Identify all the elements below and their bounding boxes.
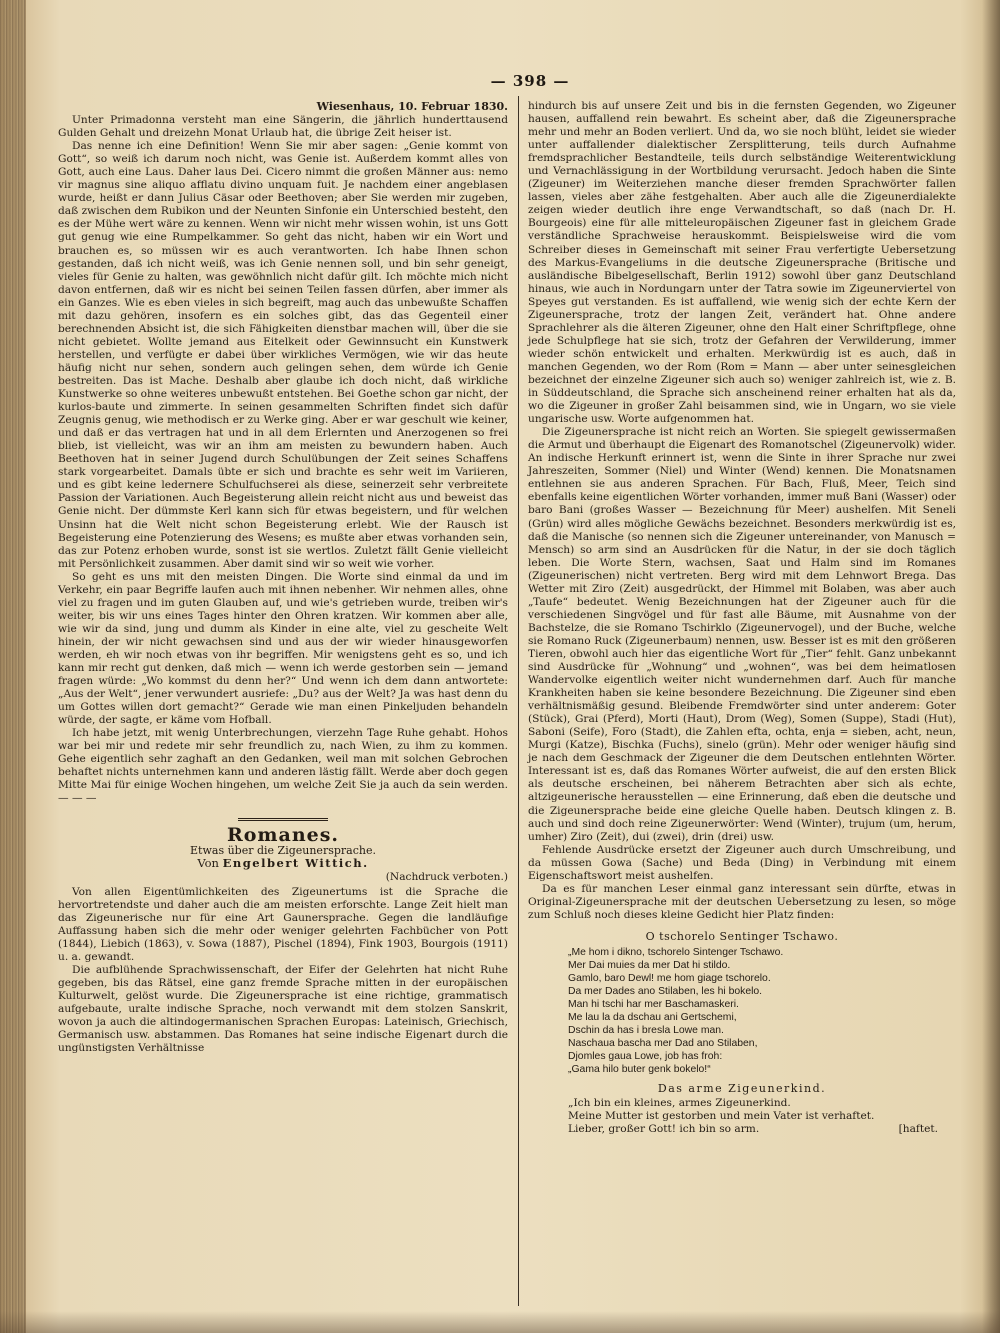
translation-line-text: Lieber, großer Gott! ich bin so arm. [568,1123,760,1136]
translation-line-carry: [haftet. [898,1123,938,1136]
translation-line: „Ich bin ein kleines, armes Zigeunerkind. [568,1097,791,1110]
article-paragraph: Fehlende Ausdrücke ersetzt der Zigeuner auch durch Umschreibung, und da müssen Gowa (Sache) und Beda (Ding) in Verbindung mit einem Eigenschaftswort meist aushelfen. [528,843,956,882]
page-bottom-shadow [0,1311,1000,1333]
poem-line: Gamlo, baro Dewl! me hom giage tschorelo. [568,973,771,984]
page-edge-shadow [982,0,1000,1333]
letter-paragraph: Das nenne ich eine Definition! Wenn Sie mir aber sagen: „Genie kommt von Gott“, so weiß ich darum noch nicht, was Genie ist. Außerdem kommt alles von Gott, auch eine Laus. Daher laus Dei. Cicero nimmt die großen Männer aus: nemo vir magnus sine aliquo afflatu divino unquam fuit. Je nachdem einer angeblasen wurde, heißt er dann Julius Cäsar oder Beethoven; aber Sie werden mir zugeben, daß zwischen dem Rubikon und der Neunten Sinfonie ein Unterschied besteht, den es der Mühe wert wäre zu kennen. Wenn wir nicht mehr wissen wohin, ist uns Gott gut genug wie eine Rumpelkammer. So geht das nicht, haben wir ein Wort und brauchen es, so müssen wir es auch verantworten. Ich habe Ihnen schon gestanden, daß ich nicht weiß, was ich Genie nennen soll, und bin sehr geneigt, vieles für Genie zu halten, was gewöhnlich nicht dafür gilt. Ich möchte mich nicht davon entfernen, daß wir es nicht bei seinen Teilen fassen dürfen, aber immer als ein Ganzes. Wie es eben vieles in sich begreift, mag auch das unbewußte Schaffen mit dazu gehören, insofern es ein solches gibt, das das Gegenteil einer berechnenden Absicht ist, die sich Fähigkeiten dienstbar machen will, über die sie nicht gebietet. Wollte jemand aus Eitelkeit oder Gewinnsucht ein Kunstwerk herstellen, und verfügte er dabei über wirkliches Vermögen, wie wir das heute häufig nicht nur sehen, sondern auch gelingen sehen, dem würde ich Genie bestreiten. Das ist Mache. Deshalb aber glaube ich doch nicht, daß wirkliche Kunstwerke so ohne weiteres unbewußt entstehen. Bei Goethe schon gar nicht, der kurlos-baute und zimmerte. In seinen gesammelten Schriften findet sich dafür Zeugnis genug, wie methodisch er zu Werke ging. Aber er war geschult wie keiner, und daß er das vertragen hat und in all dem Erlernten und Anerzogenen so frei blieb, ist vielleicht, was wir an ihm am meisten zu bewundern haben. Auch Beethoven hat in seiner Jugend durch Schulübungen der Zeit seines Schaffens stark vorgearbeitet. Damals übte er sich und brachte es sehr weit im Variieren, und es gibt keine ledernere Schulfuchserei als diese, seinerzeit sehr verbreitete Passion der Variationen. Auch Begeisterung allein reicht nicht aus und beweist das Genie nicht. Der dümmste Kerl kann sich für etwas begeistern, und für welchen Unsinn hat die Welt nicht schon Begeisterung erlebt. Wie der Rausch ist Begeisterung eine Potenzierung des Wesens; es mußte aber etwas vorhanden sein, das zur Potenz erhoben wurde, sonst ist sie wertlos. Zuletzt fällt Genie vielleicht mit Persönlichkeit zusammen. Aber damit sind wir so weit wie vorher. [58,140,508,570]
page-number: — 398 — [490,72,570,90]
poem-line: Djomles gaua Lowe, job has froh: [568,1051,723,1062]
book-binding [0,0,26,1333]
article-title: Romanes. [226,823,340,846]
poem-line: Da mer Dades ano Stilaben, les hi bokelo. [568,986,763,997]
section-divider [238,818,328,821]
poem-line: Man hi tschi har mer Baschamaskeri. [568,999,739,1010]
poem-line: „Me hom i dikno, tschorelo Sintenger Tschawo. [568,947,784,958]
translation-title: Das arme Zigeunerkind. [657,1082,827,1095]
letter-dateline: Wiesenhaus, 10. Februar 1830. [316,100,508,113]
poem-line: „Gama hilo buter genk bokelo!“ [568,1064,711,1075]
author-name: Engelbert Wittich. [222,855,369,870]
article-byline [58,857,508,870]
right-column [528,100,956,1136]
article-paragraph: Da es für manchen Leser einmal ganz interessant sein dürfte, etwas in Original-Zigeunersprache mit der deutschen Uebersetzung zu lesen, so möge zum Schluß noch dieses kleine Gedicht hier Platz finden: [528,882,956,921]
article-paragraph: Von allen Eigentümlichkeiten des Zigeunertums ist die Sprache die hervortretendste und daher auch die am meisten erforschte. Lange Zeit hielt man das Zigeunerische nur für eine Art Gaunersprache. Gegen die landläufige Auffassung haben sich die mehr oder weniger gelehrten Fachbücher von Pott (1844), Liebich (1863), v. Sowa (1887), Pischel (1894), Fink 1903, Bourgois (1911) u. a. gewandt. [58,885,508,963]
byline-prefix: Von [197,855,219,870]
letter-paragraph: Unter Primadonna versteht man eine Sängerin, die jährlich hunderttausend Gulden Gehalt und dreizehn Monat Urlaub hat, die übrige Zeit heiser ist. [58,114,508,140]
article-paragraph: hindurch bis auf unsere Zeit und bis in die fernsten Gegenden, wo Zigeuner hausen, auffallend rein bewahrt. Es scheint aber, daß die Zigeunersprache mehr und mehr an Boden verliert. Und da, wo sie noch blüht, leidet sie wieder unter auffallender dialektischer Zersplitterung, teils durch Aufnahme fremdsprachlicher Bestandteile, teils durch selbständige Weiterentwicklung und Vernachlässigung in der Wortbildung verursacht. Jedoch haben die Sinte (Zigeuner) im Weiterziehen manche dieser fremden Sprachwörter fallen lassen, vieles aber zähe festgehalten. Aber auch alle die Zigeunerdialekte zeigen wieder deutlich ihre enge Verwandtschaft, so daß (nach Dr. H. Bourgeois) eine für alle mitteleuropäischen Zigeuner fast in gleichem Grade verständliche Sprachweise herauskommt. Beispielsweise wird die vom Schreiber dieses in Gemeinschaft mit seiner Frau verfertigte Uebersetzung des Markus-Evangeliums in die deutsche Zigeunersprache (Britische und ausländische Bibelgesellschaft, Berlin 1912) sowohl über ganz Deutschland hinaus, wie auch in Nordungarn unter der Tatra sowie im Zigeunerviertel von Speyes gut verstanden. Es ist auffallend, wie wenig sich der echte Kern der Zigeunersprache, trotz der langen Zeit, verändert hat. Ohne andere Sprachlehrer als die älteren Zigeuner, ohne den Halt einer Schriftpflege, ohne jede Schulpflege hat sie sich, trotz der Gefahren der Verwilderung, immer wieder schön entwickelt und erhalten. Merkwürdig ist es auch, daß in manchen Gegenden, wo der Rom (Rom = Mann — aber unter seinesgleichen bezeichnet der einzelne Zigeuner sich auch so) weniger zahlreich ist, wie z. B. in Süddeutschland, die Sprache sich anscheinend reiner erhalten hat als da, wo die Zigeuner in großer Zahl beisammen sind, wie in Ungarn, wo sie viele ungarische usw. Worte aufgenommen hat. [528,100,956,426]
article-subtitle: Etwas über die Zigeunersprache. [190,843,376,857]
article-paragraph: Die Zigeunersprache ist nicht reich an Worten. Sie spiegelt gewissermaßen die Armut und überhaupt die Eigenart des Romanotschel (Zigeunervolk) wider. An indische Herkunft erinnert ist, wenn die Sinte in ihrer Sprache nur zwei Jahreszeiten, Sommer (Niel) und Winter (Wend) kennen. Die Monatsnamen entlehnen sie aus anderen Sprachen. Für Bach, Fluß, Meer, Teich sind ebenfalls keine eigentlichen Wörter vorhanden, immer muß Bani (Wasser) oder baro Bani (großes Wasser — Bezeichnung für Meer) aushelfen. Mit Seneli (Grün) wird alles mögliche Gewächs bezeichnet. Besonders merkwürdig ist es, daß die Manische (so nennen sich die Zigeuner untereinander, von Manusch = Mensch) so arm sind an Ausdrücken für die Natur, in der sie doch täglich leben. Die Worte Stern, wachsen, Saat und Halm sind im Romanes (Zigeunerischen) nicht vertreten. Berg wird mit dem Lehnwort Brega. Das Wetter mit Ziro (Zeit) ausgedrückt, der Himmel mit Bolaben, was aber auch „Taufe“ bedeutet. Wenig Bezeichnungen hat der Zigeuner auch für die verschiedenen Singvögel und für fast alle Bäume, mit Ausnahme von der Bachstelze, die sie Romano Tschirklo (Zigeunervogel), und der Buche, welche sie Romano Ruck (Zigeunerbaum) nennen, usw. Besser ist es mit den größeren Tieren, obwohl auch hier das eigentliche Wort für „Tier“ fehlt. Ganz unbekannt sind Ausdrücke für „Wohnung“ und „wohnen“, was bei dem heimatlosen Wandervolke eigentlich weiter nicht wundernehmen darf. Auch für manche Krankheiten haben sie keine besondere Bezeichnung. Die Zigeuner sind eben verhältnismäßig gesund. Bleibende Fremdwörter sind unter anderem: Goter (Stück), Grai (Pferd), Morti (Haut), Drom (Weg), Somen (Suppe), Stadi (Hut), Saboni (Seife), Foro (Stadt), die Zahlen efta, ochta, enja = sieben, acht, neun, Murgi (Katze), Bischka (Fuchs), sinelo (grün). Mehr oder weniger häufig sind je nach dem Geschmack der Zigeuner die dem Deutschen entlehnten Wörter. Interessant ist es, daß das Romanes Wörter aufweist, die auf den ersten Blick als deutsche erscheinen, bei näherem Betrachten aber sich als echte, altzigeunerische herausstellen — eine Erinnerung, daß eben die deutsche und die Zigeunersprache beide eine gleiche Quelle haben. Deutsch klingen z. B. auch und sind doch reine Zigeunerwörter: Wend (Winter), trujum (um, herum, umher) Ziro (Zeit), dui (zwei), drin (drei) usw. [528,426,956,843]
reprint-notice: (Nachdruck verboten.) [385,870,508,883]
article-paragraph: Die aufblühende Sprachwissenschaft, der Eifer der Gelehrten hat nicht Ruhe gegeben, bis das Rätsel, eine ganz fremde Sprache mitten in der europäischen Kulturwelt, gelöst wurde. Die Zigeunersprache ist eine richtige, grammatisch aufgebaute, uralte indische Sprache, noch verwandt mit dem stolzen Sanskrit, wovon ja auch die altindogermanischen Sprachen Europas: Lateinisch, Griechisch, Germanisch usw. abstammen. Das Romanes hat seine indische Eigenart durch die ungünstigsten Verhältnisse [58,964,508,1055]
poem-line: Dschin da has i bresla Lowe man. [568,1025,724,1036]
letter-paragraph: So geht es uns mit den meisten Dingen. Die Worte sind einmal da und im Verkehr, ein paar Begriffe laufen auch mit ihnen nebenher. Wir nehmen alles, ohne viel zu fragen und im guten Glauben auf, und wie's getrieben wurde, treiben wir's weiter, bis wir uns eines Tages hinter den Ohren kratzen. Wir kommen aber alle, wie wir da sind, jung und dumm als Kinder in eine alte, viel zu gescheite Welt hinein, der wir nicht gewachsen sind und aus der wir wieder hinausgeworfen werden, eh wir noch etwas von ihr begriffen. Mir wenigstens geht es so, und ich kann mir recht gut denken, daß mich — wenn ich werde gestorben sein — jemand fragen würde: „Wo kommst du denn her?“ Und wenn ich dem dann antwortete: „Aus der Welt“, jener verwundert ausriefe: „Du? aus der Welt? Ja was hast denn du um Gottes willen dort gemacht?“ Gerade wie man einen Pinkeljuden behandeln würde, der sagte, er käme vom Hofball. [58,570,508,727]
poem-translation [568,1097,956,1136]
left-column [58,100,508,1055]
column-divider [518,96,519,1306]
poem-romani [568,946,956,1076]
poem-line: Mer Dai muies da mer Dat hi stildo. [568,960,731,971]
poem-line: Me lau la da dschau ani Gertschemi, [568,1012,737,1023]
translation-line: Meine Mutter ist gestorben und mein Vater ist verhaftet. [568,1110,875,1123]
translation-line-last [568,1123,938,1136]
poem-line: Naschaua bascha mer Dad ano Stilaben, [568,1038,758,1049]
letter-paragraph: Ich habe jetzt, mit wenig Unterbrechungen, vierzehn Tage Ruhe gehabt. Hohos war bei mir und redete mir sehr freundlich zu, nach Wien, zu ihm zu kommen. Gehe eigentlich sehr zaghaft an den Gedanken, weil man mit solchen Gebrochen behaftet nichts unternehmen kann und anderen lästig fällt. Werde aber doch gegen Mitte Mai für einige Wochen hingehen, um welche Zeit Sie ja auch da sein werden. — — — [58,727,508,805]
poem-title: O tschorelo Sentinger Tschawo. [645,929,839,943]
